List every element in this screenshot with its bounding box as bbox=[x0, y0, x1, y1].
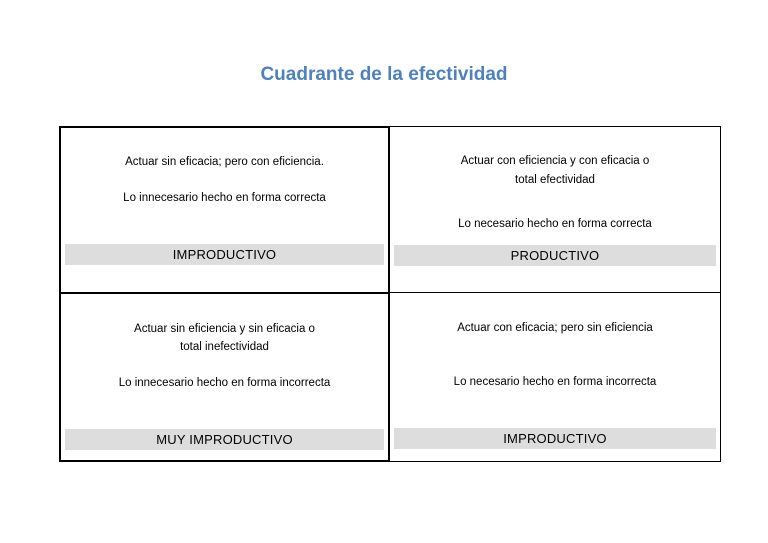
quadrant-bottom-right bbox=[389, 292, 721, 462]
quadrant-description: Actuar con eficiencia y con eficacia o bbox=[460, 155, 650, 167]
diagram-title: Cuadrante de la efectividad bbox=[260, 64, 508, 85]
quadrant-top-left bbox=[59, 126, 390, 294]
quadrant-top-right bbox=[389, 126, 721, 294]
quadrant-bottom-left bbox=[59, 292, 390, 462]
quadrant-description: Actuar sin eficacia; pero con eficiencia. bbox=[125, 156, 324, 168]
quadrant-summary: Lo necesario hecho en forma incorrecta bbox=[453, 376, 657, 388]
quadrant-label: IMPRODUCTIVO bbox=[65, 244, 384, 265]
quadrant-description: Actuar con eficacia; pero sin eficiencia bbox=[457, 322, 653, 334]
quadrant-summary: Lo necesario hecho en forma correcta bbox=[458, 218, 652, 230]
quadrant-description-cont: total efectividad bbox=[515, 174, 595, 186]
quadrant-summary: Lo innecesario hecho en forma correcta bbox=[123, 192, 326, 204]
quadrant-description-cont: total inefectividad bbox=[180, 341, 269, 353]
quadrant-summary: Lo innecesario hecho en forma incorrecta bbox=[118, 377, 331, 389]
quadrant-label: PRODUCTIVO bbox=[394, 245, 716, 266]
quadrant-label: MUY IMPRODUCTIVO bbox=[65, 429, 384, 450]
quadrant-description: Actuar sin eficiencia y sin eficacia o bbox=[134, 323, 315, 335]
quadrant-label: IMPRODUCTIVO bbox=[394, 428, 716, 449]
